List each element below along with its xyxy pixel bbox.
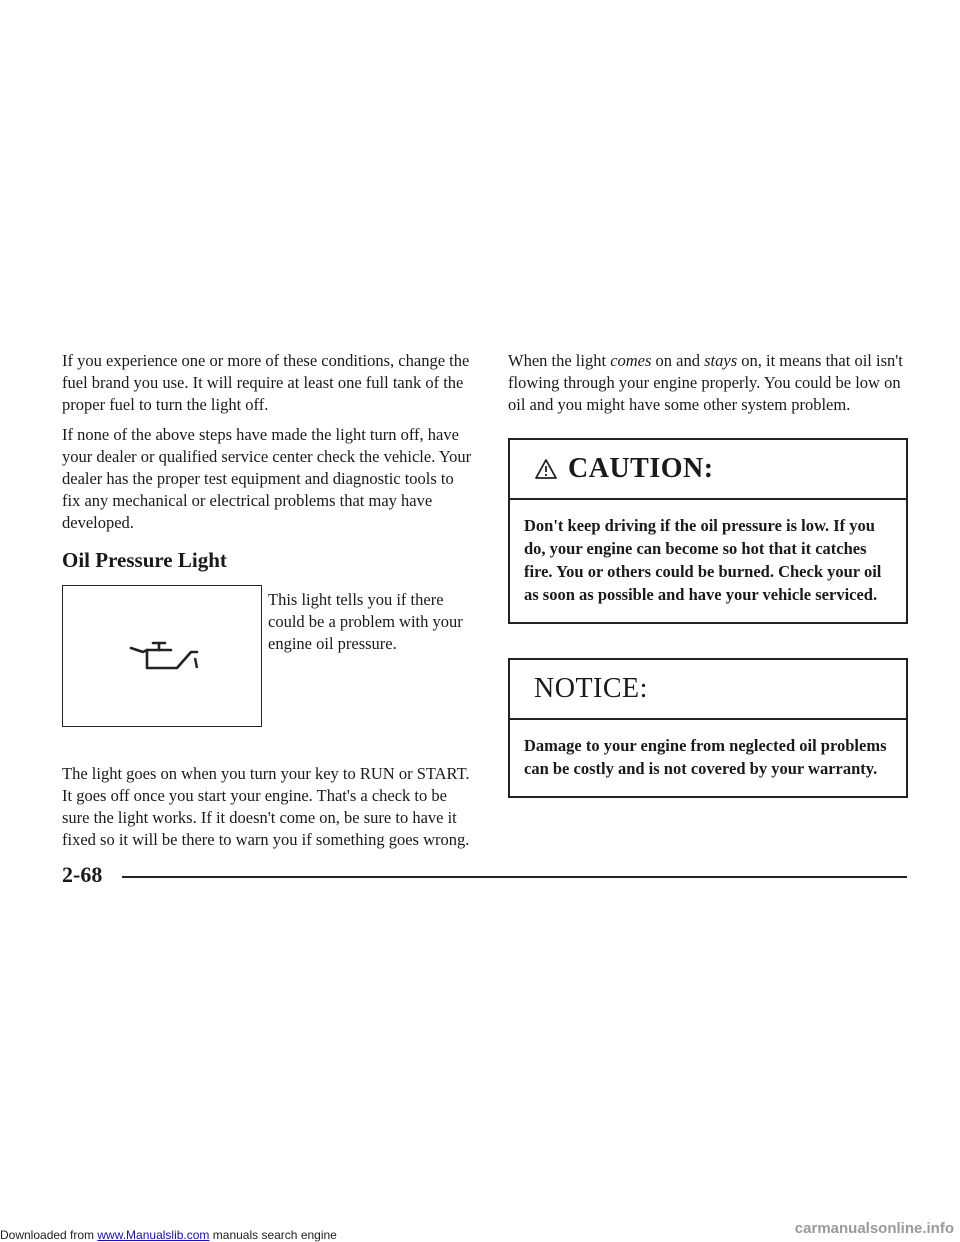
caution-text: Don't keep driving if the oil pressure is low. If you do, your engine can become so hot that it catches fire. You or others could be burned. Check your oil as soon as possible and have your vehicle serviced. bbox=[524, 516, 882, 604]
notice-box bbox=[508, 658, 908, 798]
right-column bbox=[508, 350, 908, 798]
download-suffix: manuals search engine bbox=[209, 1228, 337, 1242]
page-footer bbox=[62, 862, 907, 888]
warning-triangle-icon bbox=[534, 458, 558, 480]
caution-title: CAUTION: bbox=[568, 453, 714, 484]
oil-can-icon bbox=[127, 638, 201, 678]
dealer-paragraph: If none of the above steps have made the light turn off, have your dealer or qualified service center check the vehicle. Your dealer has the proper test equipment and diagnostic tools to fix any mechanical or electrical problems that may have developed. bbox=[62, 425, 472, 532]
left-column bbox=[62, 350, 472, 851]
emphasis-comes: comes bbox=[610, 351, 652, 370]
oil-light-row bbox=[62, 585, 472, 745]
footer-rule bbox=[122, 876, 907, 878]
download-prefix: Downloaded from bbox=[0, 1228, 98, 1242]
light-check-paragraph: The light goes on when you turn your key to RUN or START. It goes off once you start your engine. That's a check to be sure the light works. If it doesn't come on, be sure to have it fixed so it will be there to warn you if something goes wrong. bbox=[62, 764, 470, 849]
section-heading: Oil Pressure Light bbox=[62, 548, 227, 572]
notice-text: Damage to your engine from neglected oil problems can be costly and is not covered by your warranty. bbox=[524, 736, 887, 778]
light-meaning-paragraph bbox=[508, 350, 908, 416]
emphasis-stays: stays bbox=[704, 351, 738, 370]
caution-box bbox=[508, 438, 908, 624]
notice-title: NOTICE: bbox=[534, 673, 648, 704]
manualslib-link[interactable]: www.Manualslib.com bbox=[97, 1228, 210, 1242]
text-fragment: When the light bbox=[508, 351, 611, 370]
text-fragment: on, it means that oil isn't flowing through your engine properly. You could be low on oil and you might have some other system problem. bbox=[508, 351, 903, 414]
watermark: carmanualsonline.info bbox=[794, 1220, 954, 1237]
notice-header bbox=[510, 660, 906, 720]
page-number: 2-68 bbox=[62, 862, 103, 887]
oil-light-icon-box bbox=[62, 585, 262, 727]
text-fragment: on and bbox=[651, 351, 705, 370]
download-notice bbox=[0, 1228, 337, 1242]
oil-light-description: This light tells you if there could be a problem with your engine oil pressure. bbox=[268, 590, 463, 653]
caution-header bbox=[510, 440, 906, 500]
fuel-brand-paragraph: If you experience one or more of these conditions, change the fuel brand you use. It will require at least one full tank of the proper fuel to turn the light off. bbox=[62, 351, 470, 414]
